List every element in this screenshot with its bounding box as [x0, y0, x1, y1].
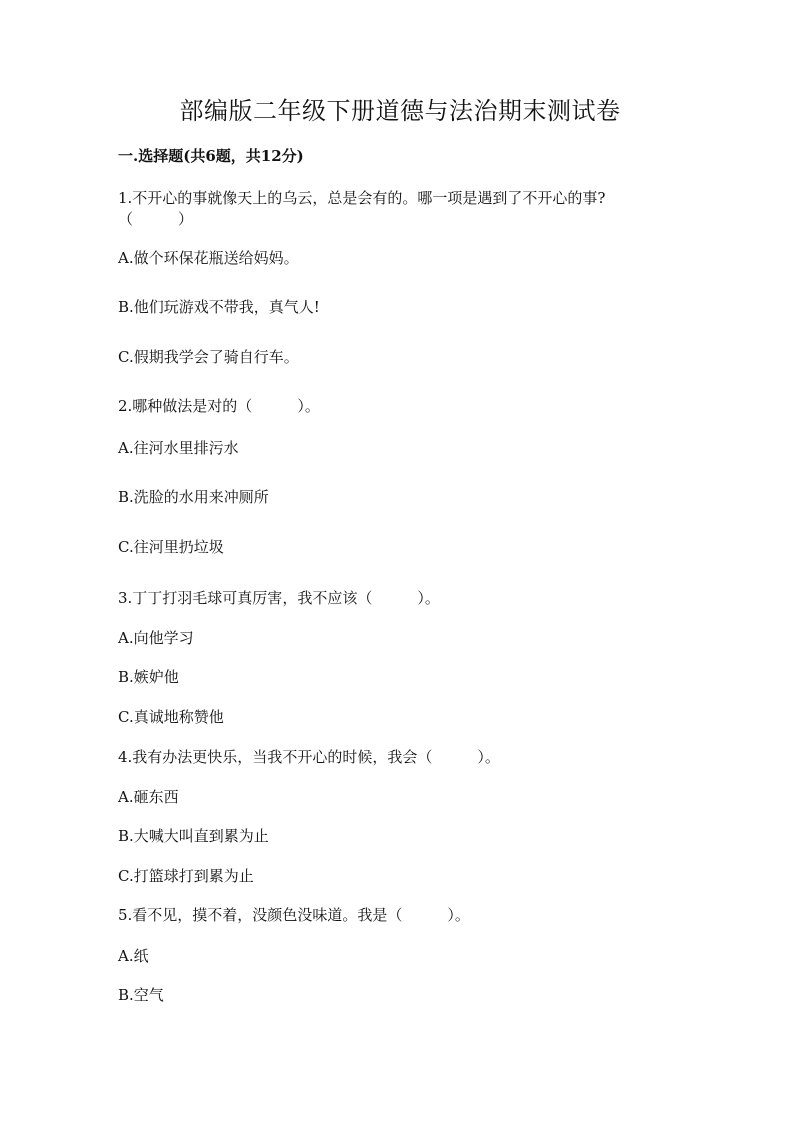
question-1-option-c: C.假期我学会了骑自行车。: [118, 348, 299, 366]
question-5-option-a: A.纸: [118, 947, 149, 965]
question-4-option-c: C.打篮球打到累为止: [118, 867, 254, 885]
question-1-option-a: A.做个环保花瓶送给妈妈。: [118, 249, 299, 267]
question-2-option-c: C.往河里扔垃圾: [118, 538, 224, 556]
question-2-option-a: A.往河水里排污水: [118, 439, 239, 457]
question-2-stem: 2.哪种做法是对的（ ）。: [118, 397, 320, 415]
question-1-stem-cont: （ ）: [118, 210, 194, 228]
question-4-option-a: A.砸东西: [118, 788, 179, 806]
question-3-option-a: A.向他学习: [118, 629, 194, 647]
page-title: 部编版二年级下册道德与法治期末测试卷: [179, 97, 621, 125]
question-4-option-b: B.大喊大叫直到累为止: [118, 827, 269, 845]
question-3-option-b: B.嫉妒他: [118, 668, 179, 686]
question-5-option-b: B.空气: [118, 986, 164, 1004]
section-heading: 一.选择题(共6题，共12分): [118, 147, 304, 165]
question-3-option-c: C.真诚地称赞他: [118, 708, 224, 726]
question-1-option-b: B.他们玩游戏不带我，真气人!: [118, 298, 320, 316]
question-5-stem: 5.看不见，摸不着，没颜色没味道。我是（ ）。: [118, 906, 470, 924]
question-3-stem: 3.丁丁打羽毛球可真厉害，我不应该（ ）。: [118, 589, 440, 607]
question-1-stem: 1.不开心的事就像天上的乌云，总是会有的。哪一项是遇到了不开心的事?: [118, 189, 606, 207]
question-4-stem: 4.我有办法更快乐，当我不开心的时候，我会（ ）。: [118, 748, 500, 766]
question-2-option-b: B.洗脸的水用来冲厕所: [118, 488, 269, 506]
